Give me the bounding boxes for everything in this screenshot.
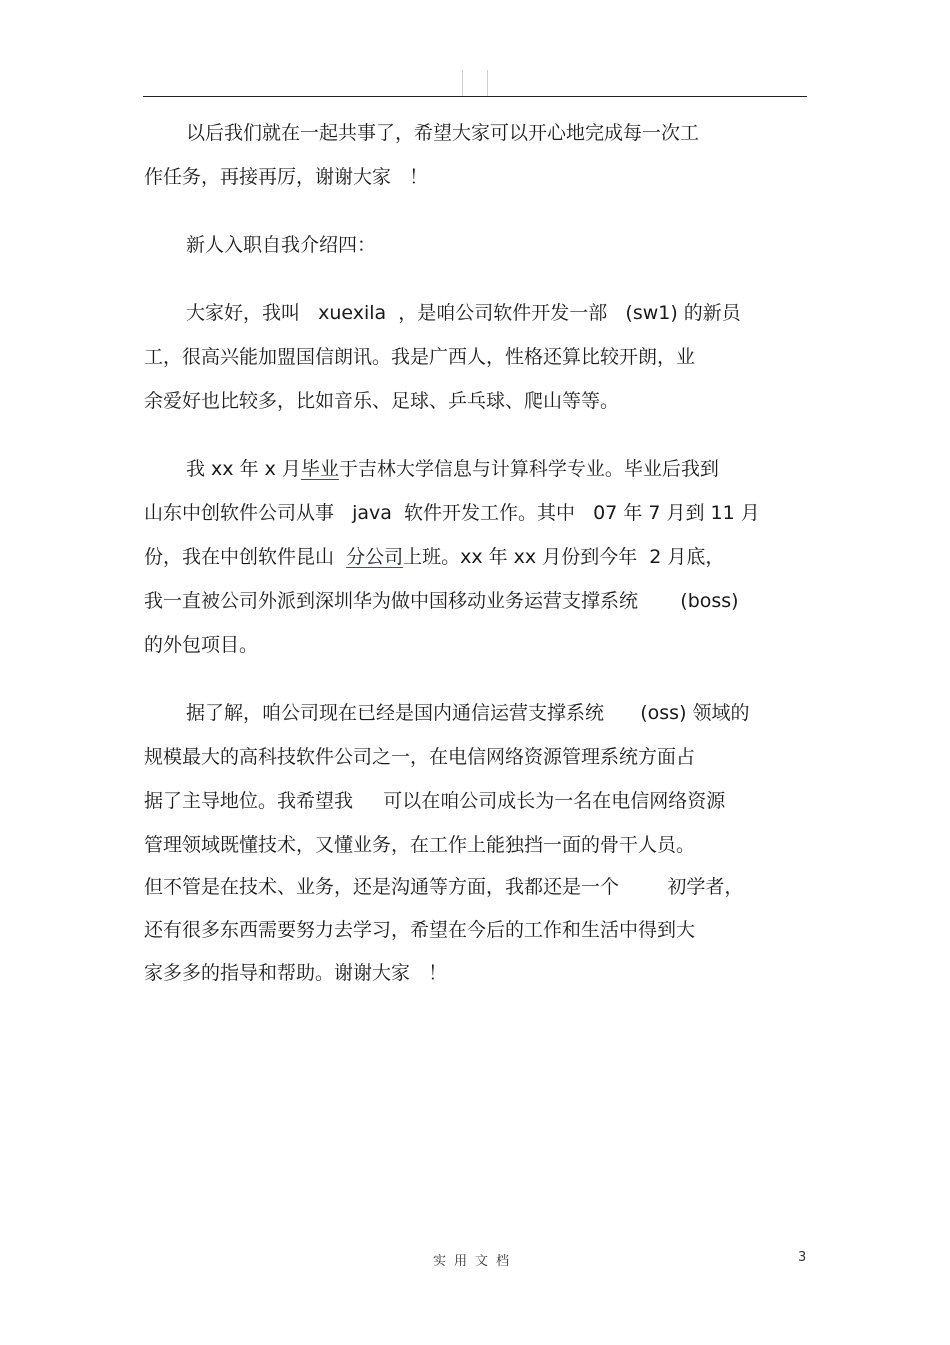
paragraph-5-line-3: 据了主导地位。我希望我 可以在咱公司成长为一名在电信网络资源 xyxy=(144,790,726,812)
paragraph-5-line-7: 家多多的指导和帮助。谢谢大家 ！ xyxy=(144,962,448,984)
text-span: 份，我在中创软件昆山 xyxy=(144,546,347,568)
paragraph-5-line-5: 但不管是在技术、业务，还是沟通等方面，我都还是一个 初学者， xyxy=(144,876,744,898)
paragraph-3-line-1: 大家好，我叫 xuexila ，是咱公司软件开发一部 (sw1) 的新员 xyxy=(186,302,741,324)
paragraph-3-line-2: 工，很高兴能加盟国信朗讯。我是广西人，性格还算比较开朗，业 xyxy=(144,346,696,368)
paragraph-4-line-2: 山东中创软件公司从事 java 软件开发工作。其中 07 年 7 月到 11 月 xyxy=(144,502,760,524)
paragraph-4-line-3 xyxy=(144,545,724,569)
paragraph-4-line-5: 的外包项目。 xyxy=(144,634,259,656)
paragraph-4-line-1 xyxy=(186,457,719,481)
header-mark-right xyxy=(487,70,488,96)
link-graduation[interactable]: 毕业 xyxy=(300,458,339,480)
paragraph-5-line-1: 据了解，咱公司现在已经是国内通信运营支撑系统 (oss) 领域的 xyxy=(186,702,750,724)
text-span: 上班。xx 年 xx 月份到今年 2 月底， xyxy=(403,546,725,568)
paragraph-5-line-4: 管理领域既懂技术，又懂业务，在工作上能独挡一面的骨干人员。 xyxy=(144,834,696,856)
paragraph-5-line-2: 规模最大的高科技软件公司之一，在电信网络资源管理系统方面占 xyxy=(144,746,696,768)
section-heading: 新人入职自我介绍四： xyxy=(186,234,377,256)
text-span: 于吉林大学信息与计算科学专业。毕业后我到 xyxy=(338,458,719,480)
link-branch-office[interactable]: 分公司 xyxy=(346,546,404,568)
footer-label: 实用文档 xyxy=(432,1254,517,1269)
paragraph-1-line-1: 以后我们就在一起共事了，希望大家可以开心地完成每一次工 xyxy=(186,122,700,144)
header-rule xyxy=(143,96,807,97)
paragraph-4-line-4: 我一直被公司外派到深圳华为做中国移动业务运营支撑系统 (boss) xyxy=(144,590,739,612)
paragraph-1-line-2: 作任务，再接再厉，谢谢大家 ！ xyxy=(144,166,429,188)
paragraph-3-line-3: 余爱好也比较多，比如音乐、足球、乒乓球、爬山等等。 xyxy=(144,390,620,412)
page-number: 3 xyxy=(798,1250,807,1265)
paragraph-5-line-6: 还有很多东西需要努力去学习，希望在今后的工作和生活中得到大 xyxy=(144,919,696,941)
text-span: 我 xx 年 x 月 xyxy=(186,458,301,480)
header-mark-left xyxy=(462,70,463,96)
